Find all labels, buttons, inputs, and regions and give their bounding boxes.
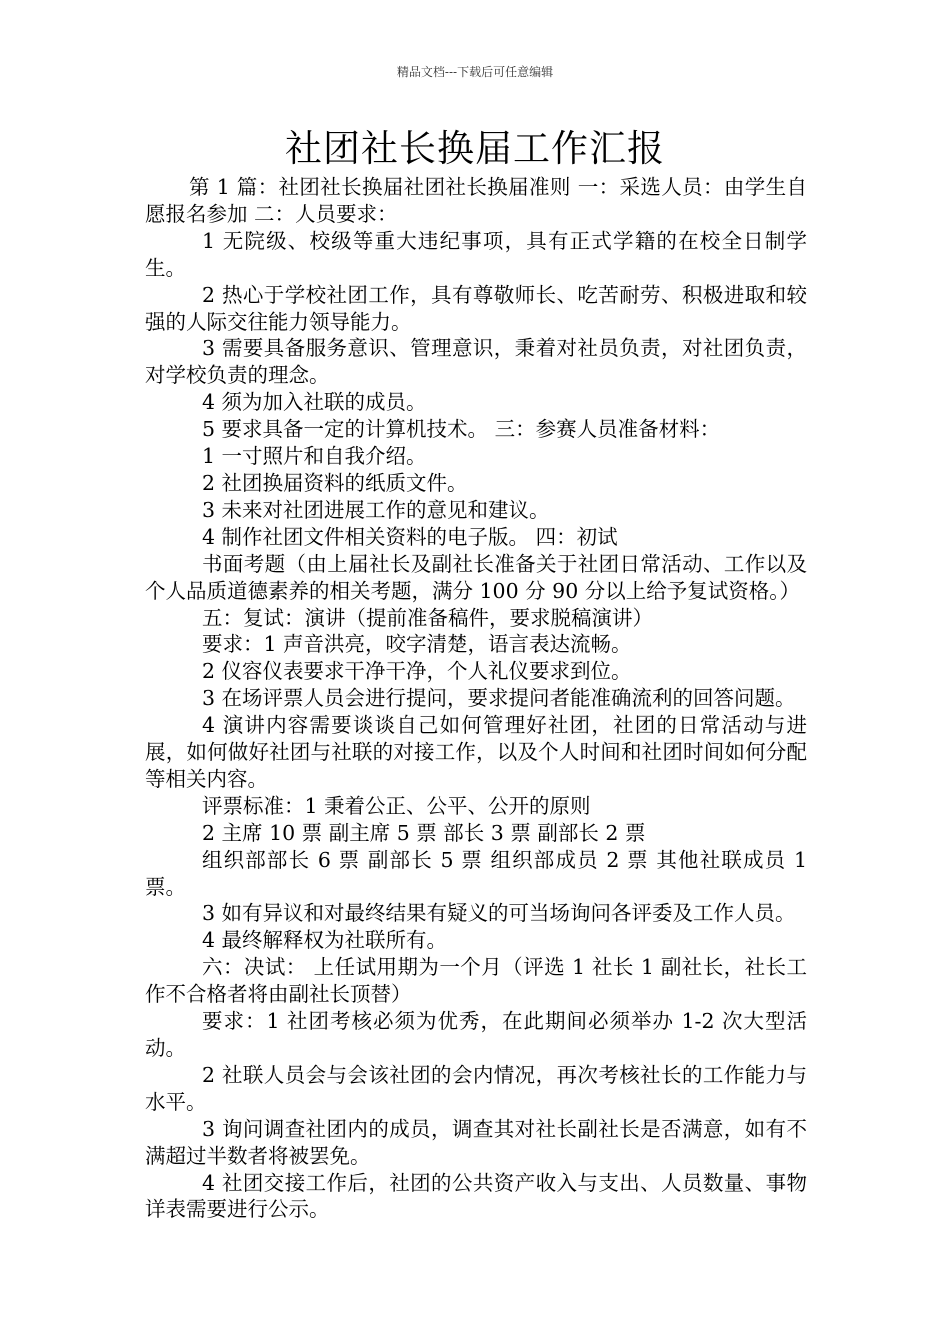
- paragraph: 4 社团交接工作后，社团的公共资产收入与支出、人员数量、事物详表需要进行公示。: [145, 1170, 807, 1222]
- paragraph: 六：决试： 上任试用期为一个月（评选 1 社长 1 副社长，社长工作不合格者将由副社长顶替）: [145, 955, 807, 1007]
- paragraph: 3 需要具备服务意识、管理意识，秉着对社员负责，对社团负责，对学校负责的理念。: [145, 336, 807, 388]
- paragraph: 2 仪容仪表要求干净干净，个人礼仪要求到位。: [202, 659, 632, 684]
- paragraph: 2 主席 10 票 副主席 5 票 部长 3 票 副部长 2 票: [202, 820, 646, 845]
- paragraph: 2 社联人员会与会该社团的会内情况，再次考核社长的工作能力与水平。: [145, 1062, 807, 1114]
- paragraph: 1 一寸照片和自我介绍。: [202, 444, 427, 469]
- document-body: [145, 174, 807, 1223]
- paragraph: 4 制作社团文件相关资料的电子版。 四：初试: [202, 524, 618, 549]
- page-header: 精品文档---下载后可任意编辑: [396, 65, 554, 79]
- document-title: 社团社长换届工作汇报: [285, 127, 665, 170]
- paragraph: 4 须为加入社联的成员。: [202, 390, 427, 415]
- paragraph: 5 要求具备一定的计算机技术。 三：参赛人员准备材料：: [202, 417, 721, 442]
- paragraph: 要求：1 声音洪亮，咬字清楚，语言表达流畅。: [202, 632, 632, 657]
- paragraph: 书面考题（由上届社长及副社长准备关于社团日常活动、工作以及个人品质道德素养的相关考题，满分 100 分 90 分以上给予复试资格。）: [145, 551, 807, 603]
- paragraph: 3 如有异议和对最终结果有疑义的可当场询问各评委及工作人员。: [202, 901, 796, 926]
- paragraph-intro: 第 1 篇：社团社长换届社团社长换届准则 一：采选人员：由学生自愿报名参加 二：人员要求：: [145, 175, 807, 226]
- paragraph: 1 无院级、校级等重大违纪事项，具有正式学籍的在校全日制学生。: [145, 228, 807, 280]
- paragraph: 2 热心于学校社团工作，具有尊敬师长、吃苦耐劳、积极进取和较强的人际交往能力领导能力。: [145, 282, 807, 334]
- paragraph: 组织部部长 6 票 副部长 5 票 组织部成员 2 票 其他社联成员 1 票。: [145, 847, 807, 899]
- paragraph: 3 询问调查社团内的成员，调查其对社长副社长是否满意，如有不满超过半数者将被罢免。: [145, 1116, 807, 1168]
- paragraph: 2 社团换届资料的纸质文件。: [202, 470, 468, 495]
- paragraph: 五：复试：演讲（提前准备稿件，要求脱稿演讲）: [202, 605, 653, 630]
- paragraph: 评票标准：1 秉着公正、公平、公开的原则: [202, 793, 591, 818]
- paragraph: 3 未来对社团进展工作的意见和建议。: [202, 497, 550, 522]
- paragraph: 4 演讲内容需要谈谈自己如何管理好社团，社团的日常活动与进展，如何做好社团与社联的对接工作，以及个人时间和社团时间如何分配等相关内容。: [145, 713, 807, 791]
- paragraph: 3 在场评票人员会进行提问，要求提问者能准确流利的回答问题。: [202, 686, 796, 711]
- paragraph: 要求：1 社团考核必须为优秀，在此期间必须举办 1-2 次大型活动。: [145, 1009, 807, 1060]
- paragraph: 4 最终解释权为社联所有。: [202, 928, 448, 953]
